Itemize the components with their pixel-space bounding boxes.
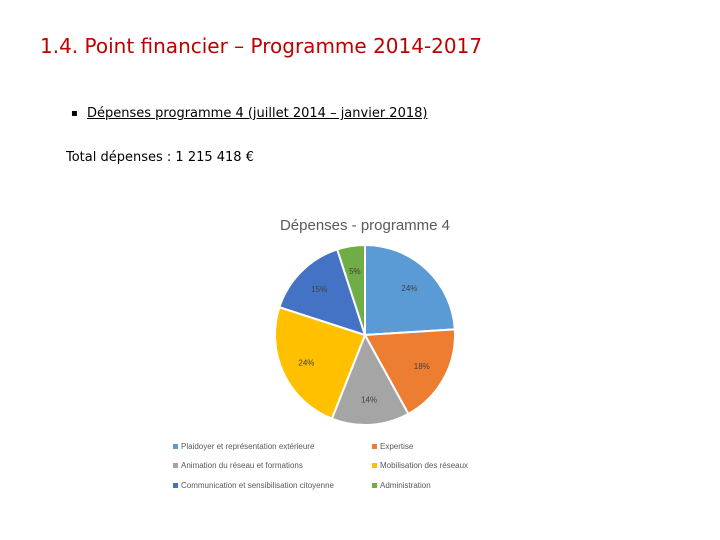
- legend-item: [173, 481, 335, 490]
- pie-data-label: 15%: [311, 285, 328, 295]
- legend-label: Animation du réseau et formations: [181, 461, 303, 470]
- legend-label: Mobilisation des réseaux: [380, 461, 469, 470]
- legend-label: Expertise: [380, 442, 414, 451]
- total-expenses: Total dépenses : 1 215 418 €: [66, 150, 254, 165]
- bullet-text: Dépenses programme 4 (juillet 2014 – janvier 2018): [87, 106, 428, 121]
- pie-data-label: 14%: [361, 395, 378, 405]
- legend-label: Plaidoyer et représentation extérieure: [181, 442, 315, 451]
- legend-swatch: [173, 483, 178, 488]
- pie-data-label: 18%: [413, 362, 430, 372]
- pie-data-label: 24%: [401, 283, 418, 293]
- legend-item: [372, 461, 468, 470]
- bullet-square-icon: ▪: [71, 108, 78, 119]
- legend-item: [372, 481, 431, 490]
- chart-title: Dépenses - programme 4: [279, 217, 451, 234]
- legend-label: Administration: [380, 481, 431, 490]
- pie-data-label: 24%: [298, 358, 315, 368]
- legend-swatch: [372, 444, 377, 449]
- legend-swatch: [372, 483, 377, 488]
- slide-title: 1.4. Point financier – Programme 2014-2017: [40, 34, 483, 58]
- legend-label: Communication et sensibilisation citoyenne: [181, 481, 334, 490]
- pie-data-label: 5%: [349, 267, 361, 276]
- legend-item: [173, 442, 315, 451]
- legend-swatch: [173, 444, 178, 449]
- legend-item: [173, 461, 303, 470]
- legend-item: [372, 442, 414, 451]
- legend-swatch: [372, 463, 377, 468]
- legend-swatch: [173, 463, 178, 468]
- chart-legend: [173, 442, 468, 490]
